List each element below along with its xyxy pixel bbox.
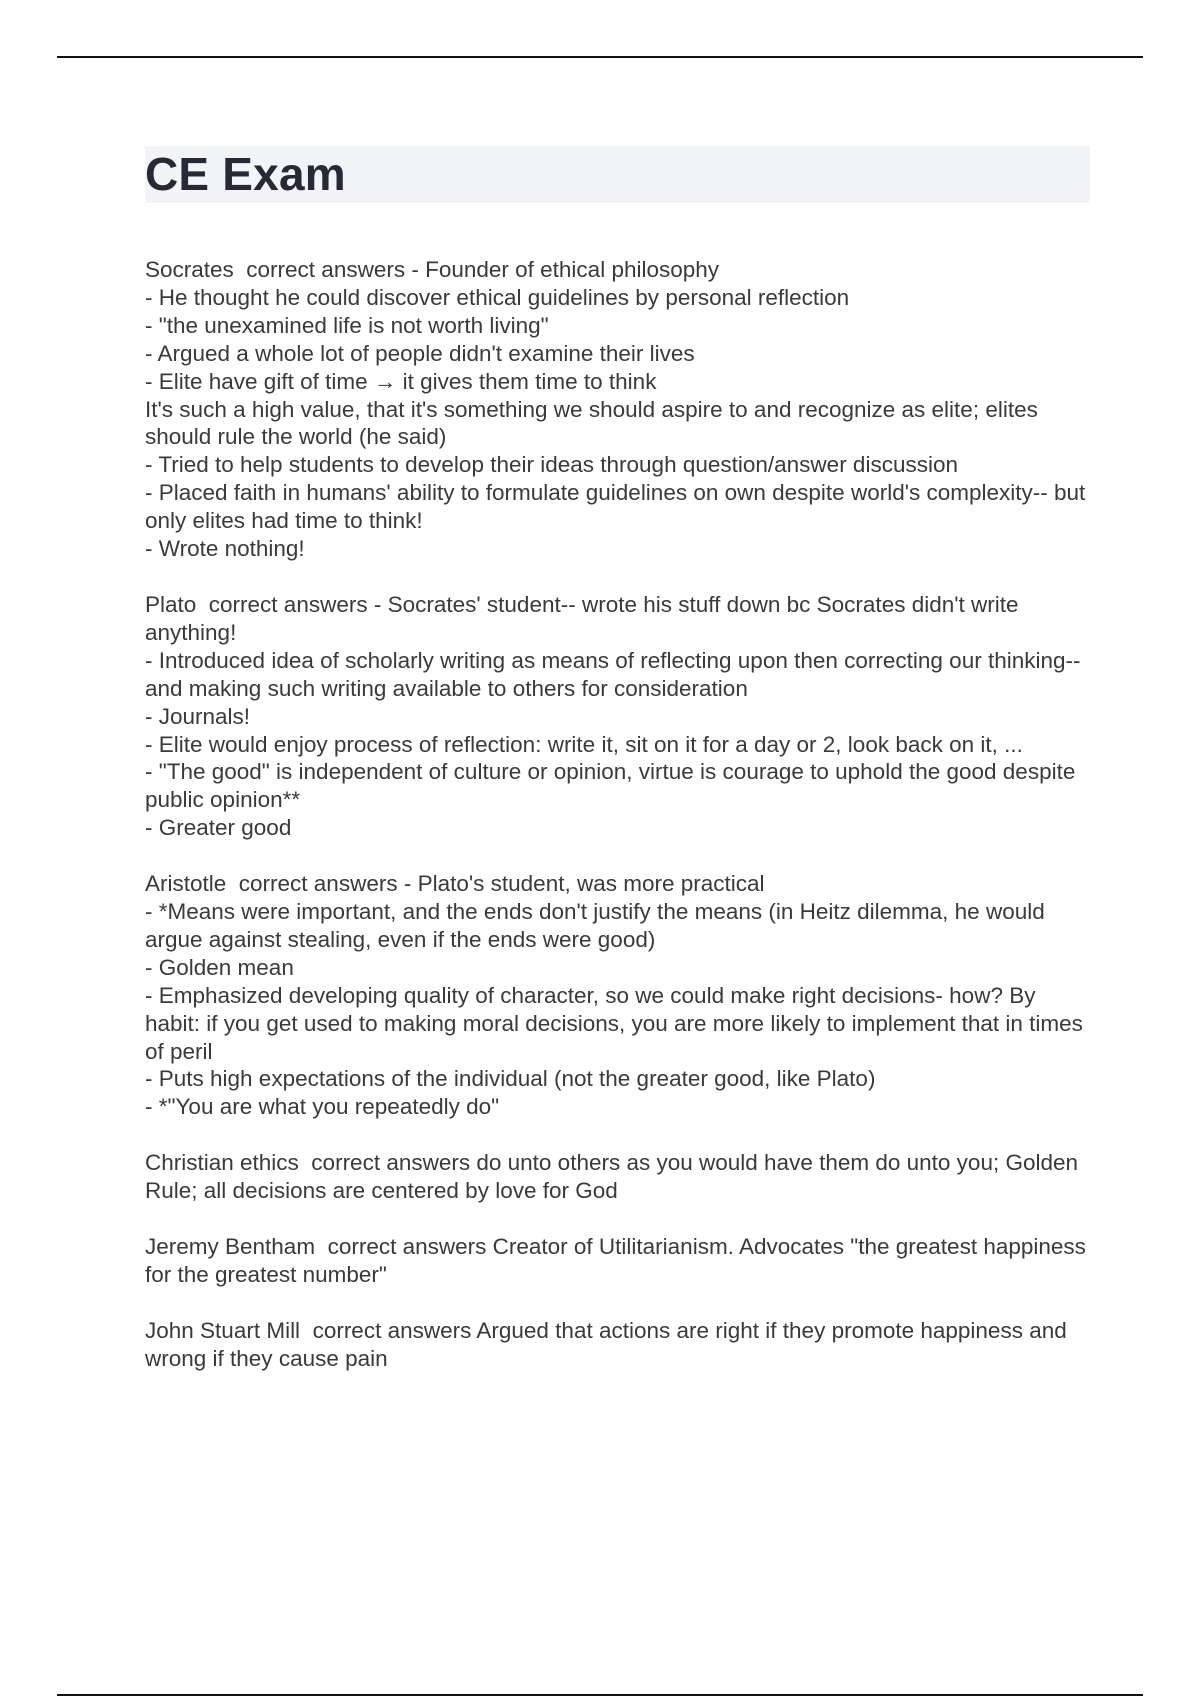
entry-line: Christian ethics correct answers do unto others as you would have them do unto you; Golden Rule; all decisions are centered by love for God bbox=[145, 1150, 1085, 1204]
entry-line: It's such a high value, that it's something we should aspire to and recognize as elite; elites should rule the world (he said) bbox=[145, 396, 1045, 450]
entry-line: John Stuart Mill correct answers Argued that actions are right if they promote happiness and wrong if they cause pain bbox=[145, 1317, 1073, 1371]
entry-line: - Tried to help students to develop their ideas through question/answer discussion bbox=[145, 452, 958, 478]
document-body bbox=[145, 256, 1093, 1401]
entry-line: Plato correct answers - Socrates' student-- wrote his stuff down bc Socrates didn't write anything! bbox=[145, 591, 1025, 645]
document-title: CE Exam bbox=[145, 148, 346, 200]
entry-line: - Greater good bbox=[145, 815, 292, 841]
entry-line: - Puts high expectations of the individual (not the greater good, like Plato) bbox=[145, 1066, 876, 1092]
entry-john-stuart-mill bbox=[145, 1317, 1090, 1373]
entry-line: - Introduced idea of scholarly writing as means of reflecting upon then correcting our thinking-- and making such writing available to others for consideration bbox=[145, 647, 1087, 701]
entry-christian-ethics bbox=[145, 1149, 1090, 1205]
entry-line: - Wrote nothing! bbox=[145, 536, 305, 562]
entry-line: - Elite have gift of time → it gives them time to think bbox=[145, 368, 657, 394]
entry-jeremy-bentham bbox=[145, 1233, 1093, 1289]
top-divider bbox=[57, 56, 1143, 58]
entry-line: - Elite would enjoy process of reflection: write it, sit on it for a day or 2, look back on it, ... bbox=[145, 731, 1023, 757]
entry-line: - Journals! bbox=[145, 703, 251, 729]
entry-plato bbox=[145, 591, 1090, 842]
entry-line: - Golden mean bbox=[145, 954, 294, 980]
entry-line: - He thought he could discover ethical guidelines by personal reflection bbox=[145, 284, 850, 310]
entry-socrates bbox=[145, 256, 1090, 563]
entry-line: - "the unexamined life is not worth living" bbox=[145, 312, 549, 338]
entry-line: - Emphasized developing quality of character, so we could make right decisions- how? By habit: if you get used to making moral decisions, you are more likely to implement that in times of peril bbox=[145, 982, 1090, 1064]
entry-line: Jeremy Bentham correct answers Creator of Utilitarianism. Advocates "the greatest happiness for the greatest number" bbox=[145, 1234, 1093, 1287]
bottom-divider bbox=[57, 1694, 1143, 1696]
entry-line: Aristotle correct answers - Plato's student, was more practical bbox=[145, 871, 765, 897]
entry-line: - Placed faith in humans' ability to formulate guidelines on own despite world's complexity-- but only elites had time to think! bbox=[145, 480, 1092, 534]
entry-line: - Argued a whole lot of people didn't examine their lives bbox=[145, 340, 695, 366]
entry-line: Socrates correct answers - Founder of ethical philosophy bbox=[145, 257, 720, 282]
entry-aristotle bbox=[145, 870, 1090, 1121]
entry-line: - *"You are what you repeatedly do" bbox=[145, 1094, 500, 1120]
entry-line: - "The good" is independent of culture or opinion, virtue is courage to uphold the good despite public opinion** bbox=[145, 759, 1082, 813]
entry-line: - *Means were important, and the ends don't justify the means (in Heitz dilemma, he would argue against stealing, even if the ends were good) bbox=[145, 899, 1052, 952]
